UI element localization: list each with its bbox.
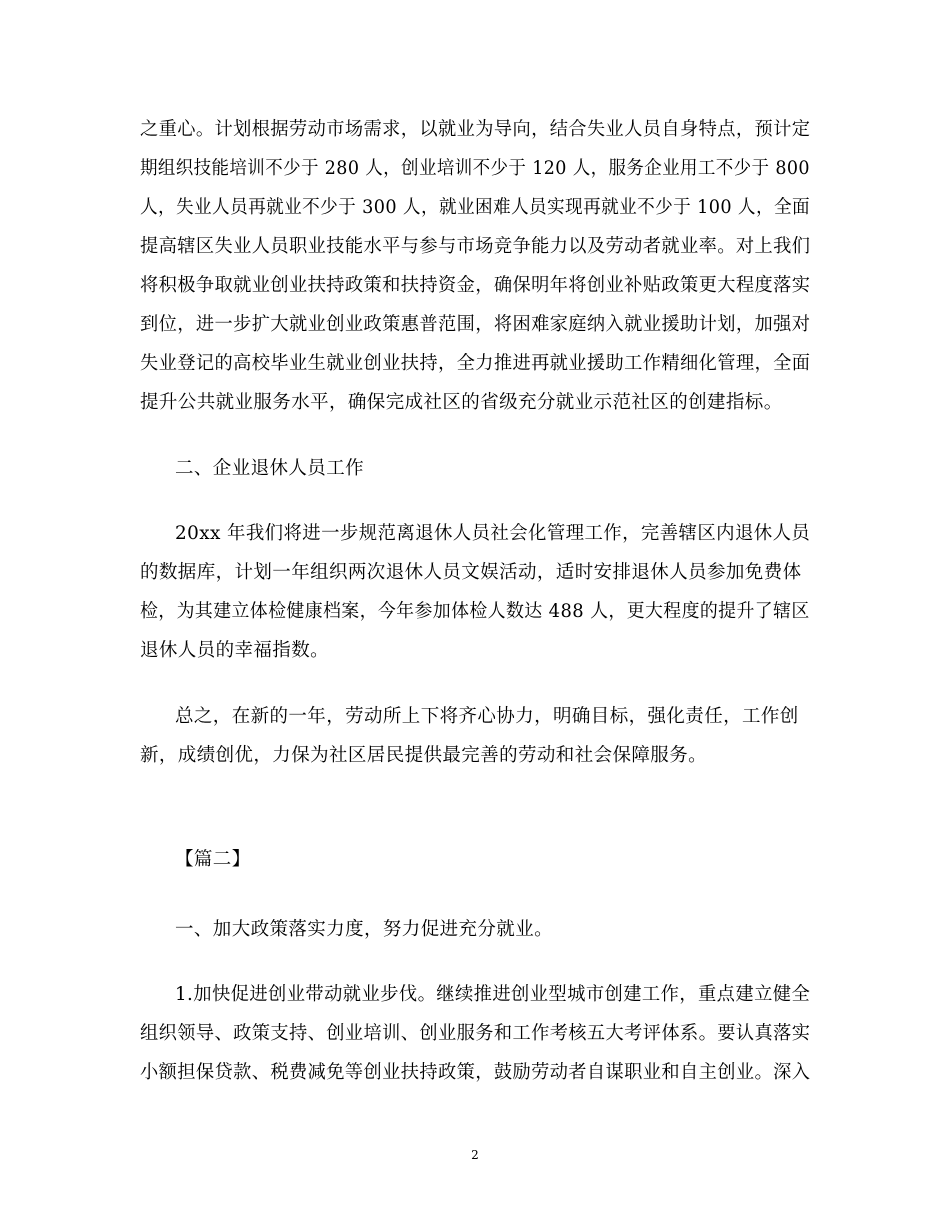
paragraph-line: 失业登记的高校毕业生就业创业扶持，全力推进再就业援助工作精细化管理，全面 <box>140 353 811 374</box>
section-heading: 一、加大政策落实力度，努力促进充分就业。 <box>175 919 554 940</box>
paragraph-line: 退休人员的幸福指数。 <box>140 640 330 661</box>
paragraph-line: 提高辖区失业人员职业技能水平与参与市场竞争能力以及劳动者就业率。对上我们 <box>140 236 811 257</box>
paragraph-line: 的数据库，计划一年组织两次退休人员文娱活动，适时安排退休人员参加免费体 <box>140 562 802 583</box>
paragraph-line: 小额担保贷款、税费减免等创业扶持政策，鼓励劳动者自谋职业和自主创业。深入 <box>140 1062 811 1083</box>
page-number: 2 <box>471 1148 479 1162</box>
paragraph-line: 提升公共就业服务水平，确保完成社区的省级充分就业示范社区的创建指标。 <box>140 392 783 413</box>
paragraph-line: 人，失业人员再就业不少于 300 人，就业困难人员实现再就业不少于 100 人，全面 <box>140 197 810 218</box>
paragraph-line: 检，为其建立体检健康档案，今年参加体检人数达 488 人，更大程度的提升了辖区 <box>140 601 810 622</box>
paragraph-line: 1.加快促进创业带动就业步伐。继续推进创业型城市创建工作，重点建立健全 <box>175 984 811 1005</box>
paragraph-line: 20xx 年我们将进一步规范离退休人员社会化管理工作，完善辖区内退休人员 <box>175 523 811 544</box>
section-heading: 二、企业退休人员工作 <box>175 458 365 479</box>
paragraph-line: 组织领导、政策支持、创业培训、创业服务和工作考核五大考评体系。要认真落实 <box>140 1023 811 1044</box>
paragraph-line: 总之，在新的一年，劳动所上下将齐心协力，明确目标，强化责任，工作创 <box>175 706 799 727</box>
paragraph-line: 到位，进一步扩大就业创业政策惠普范围，将困难家庭纳入就业援助计划，加强对 <box>140 314 811 335</box>
paragraph-line: 将积极争取就业创业扶持政策和扶持资金，确保明年将创业补贴政策更大程度落实 <box>140 275 811 296</box>
paragraph-line: 之重心。计划根据劳动市场需求，以就业为导向，结合失业人员自身特点，预计定 <box>140 119 811 140</box>
paragraph-line: 新，成绩创优，力保为社区居民提供最完善的劳动和社会保障服务。 <box>140 745 708 766</box>
paragraph-line: 期组织技能培训不少于 280 人，创业培训不少于 120 人，服务企业用工不少于 800 <box>140 158 810 179</box>
section-marker: 【篇二】 <box>175 849 251 870</box>
